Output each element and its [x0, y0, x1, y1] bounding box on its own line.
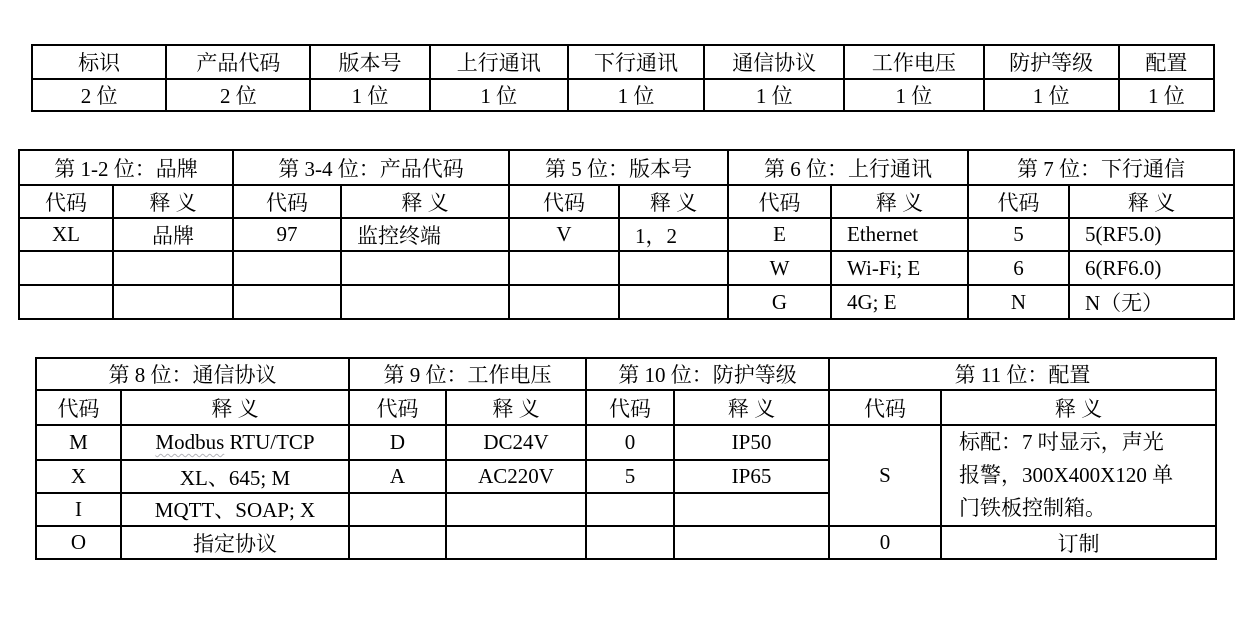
header-cell: 上行通讯 — [430, 45, 568, 79]
code-cell: I — [36, 493, 121, 526]
meaning-cell: 5(RF5.0) — [1069, 218, 1234, 251]
empty-cell — [619, 251, 728, 285]
code-cell: 97 — [233, 218, 341, 251]
meaning-cell: IP50 — [674, 425, 829, 460]
header-cell: 配置 — [1119, 45, 1214, 79]
subheader-row — [36, 390, 1216, 425]
meaning-cell: 监控终端 — [341, 218, 509, 251]
digit-cell: 2 位 — [32, 79, 166, 111]
meaning-label-cell: 释 义 — [674, 390, 829, 425]
code-label-cell: 代码 — [728, 185, 831, 218]
meaning-cell: N（无） — [1069, 285, 1234, 319]
code-label-cell: 代码 — [586, 390, 674, 425]
meaning-cell: MQTT、SOAP; X — [121, 493, 349, 526]
group-header-cell: 第 7 位：下行通信 — [968, 150, 1234, 185]
code-label-cell: 代码 — [829, 390, 941, 425]
group-header-cell: 第 11 位：配置 — [829, 358, 1216, 390]
empty-cell — [509, 285, 619, 319]
field-length-table — [31, 44, 1215, 112]
empty-cell — [674, 526, 829, 559]
empty-cell — [446, 493, 586, 526]
meaning-cell: 6(RF6.0) — [1069, 251, 1234, 285]
code-cell: X — [36, 460, 121, 492]
meaning-cell: DC24V — [446, 425, 586, 460]
code-cell: 0 — [586, 425, 674, 460]
empty-cell — [113, 285, 233, 319]
standard-config-meaning-cell — [941, 425, 1216, 526]
code-cell: D — [349, 425, 446, 460]
empty-cell — [113, 251, 233, 285]
field-digits-row — [32, 79, 1214, 111]
digit-cell: 2 位 — [166, 79, 310, 111]
empty-cell — [19, 285, 113, 319]
header-cell: 通信协议 — [704, 45, 844, 79]
config-text-line: 标配：7 吋显示，声光 — [959, 430, 1164, 454]
group-header-row — [36, 358, 1216, 390]
code-cell: 6 — [968, 251, 1069, 285]
header-cell: 标识 — [32, 45, 166, 79]
meaning-cell: Wi-Fi; E — [831, 251, 968, 285]
code-cell: A — [349, 460, 446, 492]
meaning-cell: 1，2 — [619, 218, 728, 251]
meaning-label-cell: 释 义 — [1069, 185, 1234, 218]
table-row — [19, 218, 1234, 251]
group-header-cell: 第 10 位：防护等级 — [586, 358, 829, 390]
code-cell: N — [968, 285, 1069, 319]
header-cell: 工作电压 — [844, 45, 983, 79]
header-cell: 产品代码 — [166, 45, 310, 79]
empty-cell — [19, 251, 113, 285]
empty-cell — [674, 493, 829, 526]
empty-cell — [341, 285, 509, 319]
code-label-cell: 代码 — [968, 185, 1069, 218]
meaning-label-cell: 释 义 — [831, 185, 968, 218]
custom-config-meaning-cell: 订制 — [941, 526, 1216, 559]
code-label-cell: 代码 — [36, 390, 121, 425]
group-header-cell: 第 8 位：通信协议 — [36, 358, 349, 390]
table-row — [36, 526, 1216, 559]
code-cell: 5 — [586, 460, 674, 492]
code-label-cell: 代码 — [19, 185, 113, 218]
group-header-row — [19, 150, 1234, 185]
meaning-cell — [121, 425, 349, 460]
config-text-line: 门铁板控制箱。 — [959, 496, 1106, 520]
empty-cell — [341, 251, 509, 285]
empty-cell — [233, 251, 341, 285]
meaning-label-cell: 释 义 — [113, 185, 233, 218]
header-cell: 版本号 — [310, 45, 429, 79]
empty-cell — [586, 526, 674, 559]
digit-cell: 1 位 — [844, 79, 983, 111]
code-cell: V — [509, 218, 619, 251]
code-label-cell: 代码 — [509, 185, 619, 218]
meaning-cell: 4G; E — [831, 285, 968, 319]
code-cell: E — [728, 218, 831, 251]
digit-cell: 1 位 — [704, 79, 844, 111]
header-cell: 下行通讯 — [568, 45, 704, 79]
code-cell: G — [728, 285, 831, 319]
group-header-cell: 第 6 位：上行通讯 — [728, 150, 968, 185]
meaning-label-cell: 释 义 — [446, 390, 586, 425]
subheader-row — [19, 185, 1234, 218]
empty-cell — [619, 285, 728, 319]
meaning-text: RTU/TCP — [224, 430, 315, 455]
meaning-label-cell: 释 义 — [619, 185, 728, 218]
digit-cell: 1 位 — [1119, 79, 1214, 111]
misspelled-word: Modbus — [155, 430, 225, 455]
code-label-cell: 代码 — [233, 185, 341, 218]
meaning-cell: AC220V — [446, 460, 586, 492]
empty-cell — [509, 251, 619, 285]
field-header-row — [32, 45, 1214, 79]
empty-cell — [349, 526, 446, 559]
meaning-cell: XL、645; M — [121, 460, 349, 492]
group-header-cell: 第 5 位：版本号 — [509, 150, 728, 185]
code-cell: W — [728, 251, 831, 285]
positions-1-7-table — [18, 149, 1235, 320]
group-header-cell: 第 3-4 位：产品代码 — [233, 150, 509, 185]
digit-cell: 1 位 — [430, 79, 568, 111]
meaning-cell: IP65 — [674, 460, 829, 492]
positions-8-11-table — [35, 357, 1217, 560]
code-cell: XL — [19, 218, 113, 251]
code-cell: M — [36, 425, 121, 460]
standard-config-code-cell: S — [829, 425, 941, 526]
table-row — [19, 251, 1234, 285]
config-text-line: 报警，300X400X120 单 — [959, 463, 1174, 487]
group-header-cell: 第 1-2 位：品牌 — [19, 150, 233, 185]
meaning-cell: 品牌 — [113, 218, 233, 251]
table-row — [19, 285, 1234, 319]
code-cell: O — [36, 526, 121, 559]
meaning-label-cell: 释 义 — [121, 390, 349, 425]
digit-cell: 1 位 — [568, 79, 704, 111]
code-cell: 5 — [968, 218, 1069, 251]
digit-cell: 1 位 — [310, 79, 429, 111]
meaning-label-cell: 释 义 — [341, 185, 509, 218]
code-label-cell: 代码 — [349, 390, 446, 425]
empty-cell — [586, 493, 674, 526]
custom-config-code-cell: 0 — [829, 526, 941, 559]
table-row — [36, 425, 1216, 460]
meaning-cell: 指定协议 — [121, 526, 349, 559]
empty-cell — [446, 526, 586, 559]
header-cell: 防护等级 — [984, 45, 1119, 79]
meaning-cell: Ethernet — [831, 218, 968, 251]
meaning-label-cell: 释 义 — [941, 390, 1216, 425]
empty-cell — [233, 285, 341, 319]
empty-cell — [349, 493, 446, 526]
group-header-cell: 第 9 位：工作电压 — [349, 358, 586, 390]
digit-cell: 1 位 — [984, 79, 1119, 111]
